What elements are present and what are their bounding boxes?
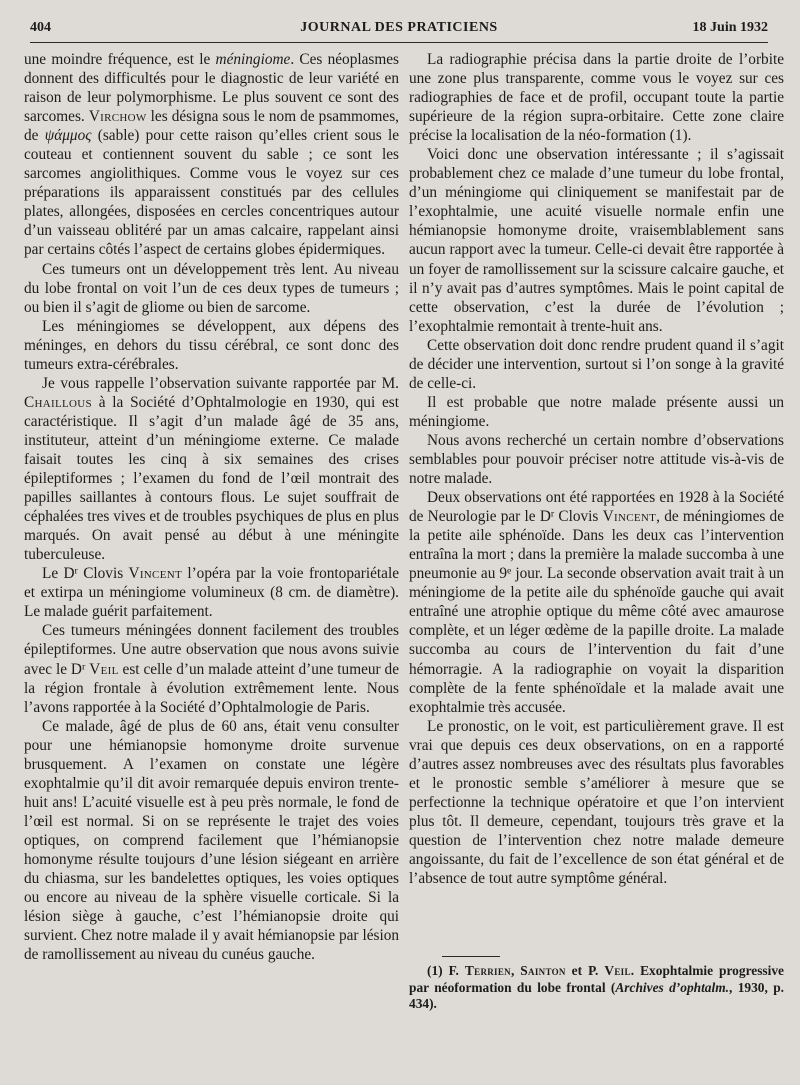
- paragraph: Il est probable que notre malade présente aussi un méningiome.: [409, 393, 784, 430]
- paragraph: Cette observation doit donc rendre prudent quand il s’agit de décider une intervention, surtout si l’on songe à la gravité de celle-ci.: [409, 336, 784, 392]
- paragraph: Je vous rappelle l’observation suivante rapportée par M. Chaillous à la Société d’Ophtalmologie en 1930, qui est caractéristique. Il s’agit d’un malade âgé de 35 ans, instituteur, atteint d’un méningiome externe. Ce malade faisait toutes les cinq à six semaines des crises épileptiformes ; l’examen du fond de l’œil montrait des papilles saillantes à contours flous. Le sujet souffrait de céphalées tres vives et de troubles psychiques de plus en plus marqués. On avait pensé au début à une méningite tuberculeuse.: [24, 374, 399, 564]
- footnote: (1) F. Terrien, Sainton et P. Veil. Exophtalmie progressive par néoformation du lobe frontal (Archives d’ophtalm., 1930, p. 434).: [409, 963, 785, 1011]
- paragraph: Ces tumeurs ont un développement très lent. Au niveau du lobe frontal on voit l’un de ces deux types de tumeurs ; ou bien il s’agit de gliome ou bien de sarcome.: [24, 260, 399, 316]
- author-name: Terrien: [464, 963, 511, 978]
- paragraph: une moindre fréquence, est le méningiome. Ces néoplasmes donnent des difficultés pour le diagnostic de leur variété en raison de leur polymorphisme. Le plus souvent ce sont des sarcomes. Virchow les désigna sous le nom de psammomes, de ψάμμος (sable) pour cette raison qu’elles crient sous le couteau et contiennent souvent du sable ; ce sont les sarcomes angiolithiques. Comme vous le voyez sur ces préparations ils apparaissent constitués par des cellules plates, allongées, disposées en cercles concentriques autour d’un vaisseau oblitéré par un amas calcaire, rappelant ainsi par certains côtés l’aspect de certains globes épidermiques.: [24, 51, 399, 259]
- author-name: Chaillous: [24, 393, 92, 411]
- paragraph: Deux observations ont été rapportées en 1928 à la Société de Neurologie par le $D^r$ Clovis Vincent, de méningiomes de la petite aile sphénoïde. Dans les deux cas l’intervention entraîna la mort ; dans la première la malade succomba à une pneumonie au 9e jour. La seconde observation avait trait à un méningiome de la petite aile du sphénoïde gauche qui avait entraîné une atrophie optique du même côté avec amaurose complète, et un léger œdème de la papille droite. La malade succomba au cours de l’intervention du fait d’une hémorragie. A la radiographie on voyait la disparition complète de la fente sphénoïdale et la malade avait une exophtalmie très accusée.: [409, 489, 784, 716]
- header-rule: [30, 42, 768, 43]
- paragraph: Le pronostic, on le voit, est particulièrement grave. Il est vrai que depuis ces deux observations, on en a rapporté d’autres assez nombreuses avec des résultats plus favorables et le pronostic semble s’améliorer à mesure que se perfectionne la technique opératoire et que l’on intervient plus tôt. Il demeure, cependant, toujours très grave et la question de l’intervention chez notre malade demeure angoissante, du fait de l’excellence de son état général et de l’absence de tout autre symptôme général.: [409, 717, 784, 888]
- footnote-rule: [442, 956, 500, 957]
- right-column: [409, 50, 784, 888]
- journal-reference: Archives d’ophtalm.: [615, 979, 729, 995]
- greek-word: ψάμμος: [44, 127, 92, 145]
- paragraph: Nous avons recherché un certain nombre d’observations semblables pour pouvoir préciser notre attitude vis-à-vis de notre malade.: [409, 431, 784, 488]
- paragraph: Le $D^r$ Clovis Vincent l’opéra par la voie frontopariétale et extirpa un méningiome volumineux (8 cm. de diamètre). Le malade guérit parfaitement.: [24, 565, 399, 621]
- left-column: [24, 50, 399, 964]
- page-number: 404: [30, 20, 51, 35]
- paragraph: Voici donc une observation intéressante ; il s’agissait probablement chez ce malade d’une tumeur du lobe frontal, d’un méningiome qui cliniquement se manifestait par de l’exophtalmie, une acuité visuelle normale enfin une hémianopsie homonyme droite, vraisemblablement sans aucun rapport avec la tumeur. Celle-ci devait être rapportée à un foyer de ramollissement sur la scissure calcaire gauche, et il n’y avait pas d’autres symptômes. Mais le point capital de cette observation, c’est la durée de l’évolution ; l’exophtalmie remontait à trente-huit ans.: [409, 146, 784, 335]
- paragraph: Les méningiomes se développent, aux dépens des méninges, en dehors du tissu cérébral, ce sont donc des tumeurs extra-cérébrales.: [24, 317, 399, 373]
- paragraph: La radiographie précisa dans la partie droite de l’orbite une zone plus transparente, comme vous le voyez sur ces radiographies de face et de profil, occupant toute la partie supérieure de la région supra-orbitaire. Cette zone claire précise la localisation de la néo-formation (1).: [409, 51, 784, 145]
- author-name: Vincent: [128, 565, 182, 583]
- emphasis: méningiome: [215, 51, 291, 68]
- paragraph: Ce malade, âgé de plus de 60 ans, était venu consulter pour une hémianopsie homonyme droite survenue brusquement. A l’examen on constate une légère exophtalmie qu’il dit avoir remarquée depuis environ trente-huit ans! L’acuité visuelle est à peu près normale, le fond de l’œil est normal. Si on se représente le trajet des voies optiques, on comprend facilement que l’hémianopsie homonyme résulte toujours d’une lésion siégeant en arrière du chiasma, sur les bandelettes optiques, les voies optiques ou encore au niveau de la sphère visuelle corticale. Si la lésion siège à gauche, c’est l’hémianopsie droite qui survient. Chez notre malade il y avait hémianopsie par lésion de ramollissement au niveau du cunéus gauche.: [24, 717, 399, 964]
- journal-title: JOURNAL DES PRATICIENS: [300, 20, 498, 35]
- author-name: Veil: [89, 660, 119, 678]
- author-name: Virchow: [88, 108, 147, 126]
- paragraph: Ces tumeurs méningées donnent facilement des troubles épileptiformes. Une autre observation que nous avons suivie avec le $D^r$ Veil est celle d’un malade atteint d’une tumeur de la région frontale à évolution extrêmement lente. Nous l’avons rapportée à la Société d’Ophtalmologie de Paris.: [24, 622, 400, 716]
- author-name: Vincent: [602, 508, 657, 526]
- issue-date: 18 Juin 1932: [692, 20, 768, 35]
- running-header: [30, 16, 768, 40]
- author-name: Veil: [604, 963, 631, 978]
- author-name: Sainton: [520, 963, 566, 978]
